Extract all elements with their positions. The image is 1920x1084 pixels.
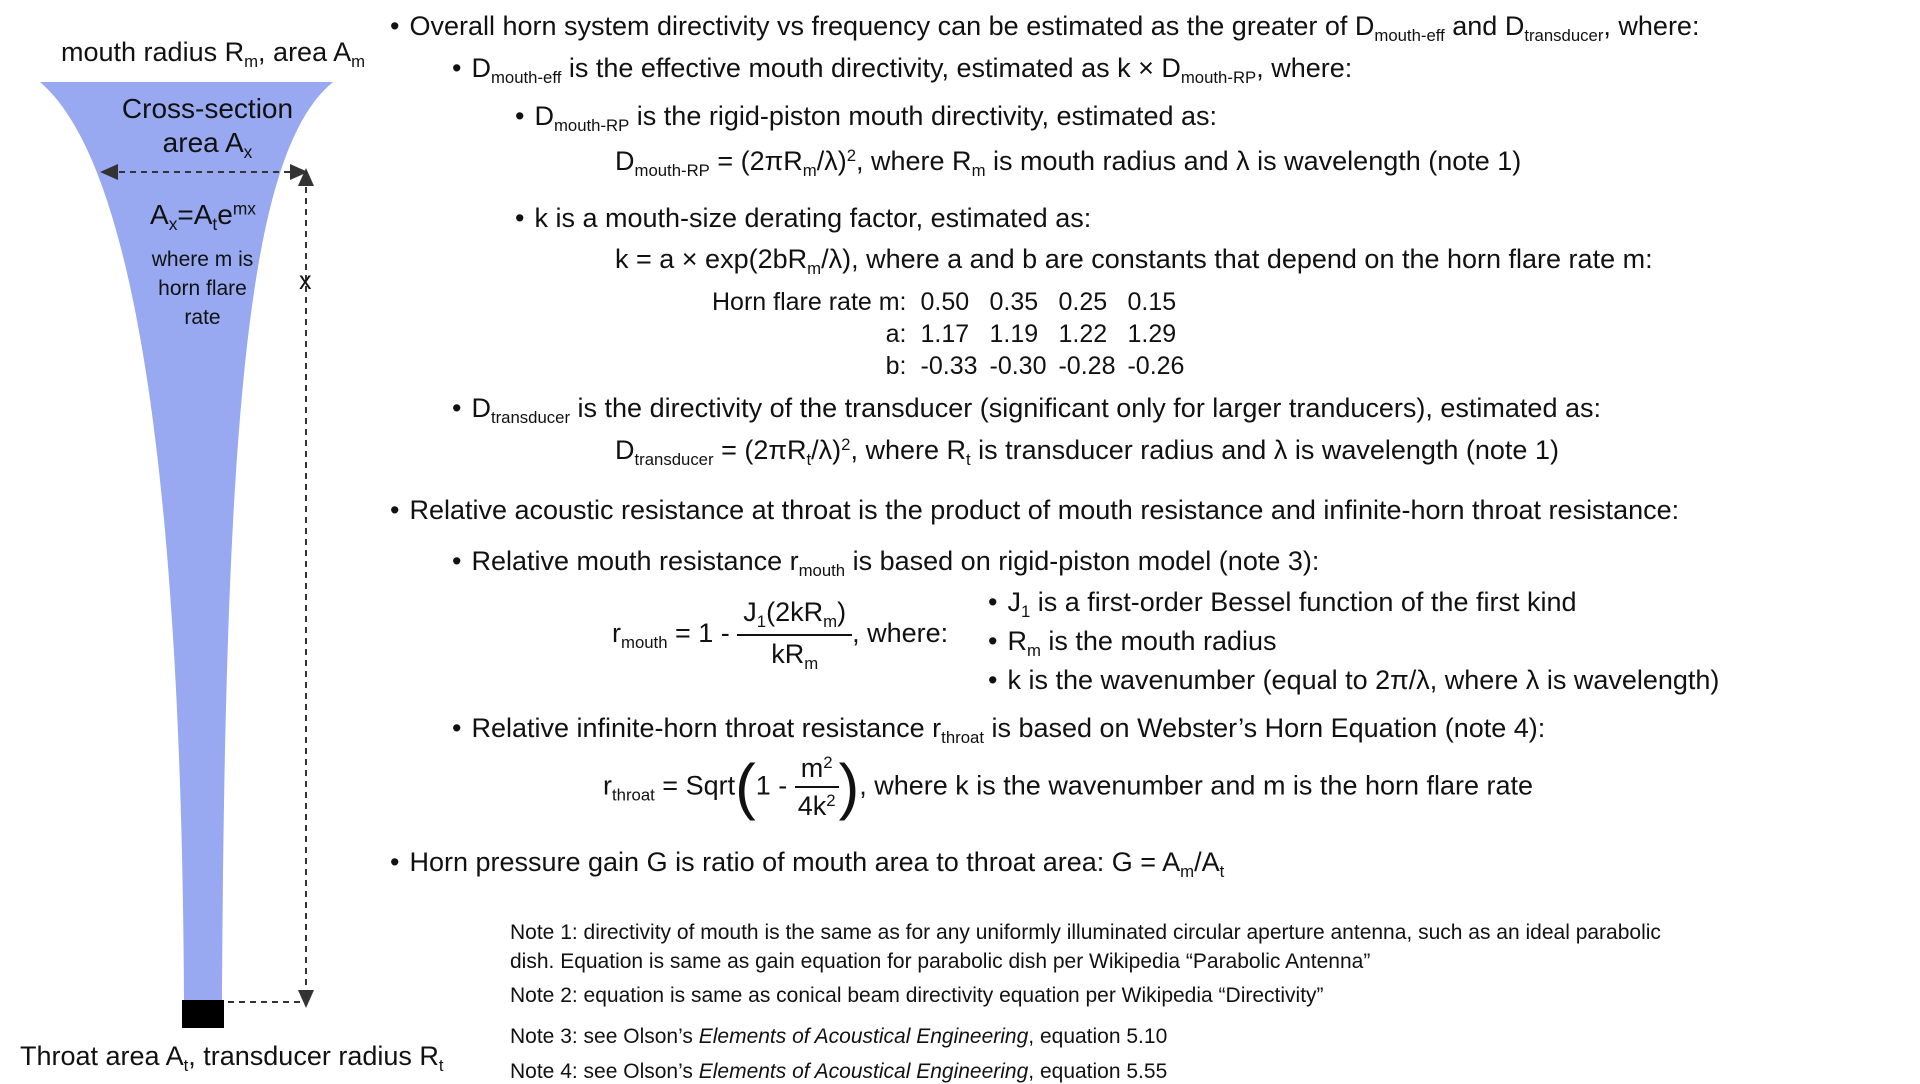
- throat-block: [182, 1000, 224, 1028]
- flare-rate-note: where m is horn flare rate: [151, 248, 254, 329]
- radius-bullet: • $R_m$ is the mouth radius: [988, 625, 1277, 661]
- mouth-label: mouth radius $R_m$, area $A_m$: [61, 37, 366, 71]
- cross-section-label: Cross-section area $A_x$: [121, 93, 294, 162]
- wavenumber-bullet: • k is the wavenumber (equal to 2π/λ, where λ is wavelength): [988, 664, 1719, 696]
- flare-row: Horn flare rate m: 0.50 0.35 0.25 0.15: [712, 288, 1177, 316]
- bullet-mouth-eff: • $D_{mouth-eff}$ is the effective mouth directivity, estimated as $k \times D_{mouth-RP}$, where:: [452, 52, 1352, 88]
- x-label: x: [299, 267, 312, 295]
- bullet-derating: • k is a mouth-size derating factor, estimated as:: [515, 202, 1091, 234]
- bullet-pressure-gain: • Horn pressure gain G is ratio of mouth area to throat area: $G = A_m/A_t$: [390, 846, 1224, 882]
- equation-mouth-resistance: $r_{mouth} = 1$ - $\frac{J_1(2kR_m)}{kR_m}$ , where:: [612, 597, 949, 673]
- bullet-mouth-resistance: • Relative mouth resistance $r_{mouth}$ is based on rigid-piston model (note 3):: [452, 545, 1319, 581]
- bullet-directivity: • Overall horn system directivity vs frequency can be estimated as the greater of $D_{mouth-eff}$ and $D_{transducer}$, where:: [390, 10, 1699, 46]
- bullet-transducer: • $D_{transducer}$ is the directivity of the transducer (significant only for larger tranducers), estimated as:: [452, 392, 1601, 428]
- throat-label: Throat area $A_t$, transducer radius $R_t$: [20, 1041, 444, 1075]
- bullet-mouth-rp: • $D_{mouth-RP}$ is the rigid-piston mouth directivity, estimated as:: [515, 100, 1217, 136]
- equation-throat-resistance: $r_{throat}$ = Sqrt(1 - $\frac{m^2}{4k^2}$ ), where k is the wavenumber and m is the horn flare rate: [603, 752, 1534, 822]
- equation-mouth-rp: $D_{mouth-RP} = (2\pi R_m/\lambda)^2$, where $R_m$ is mouth radius and λ is wavelength (note 1): [615, 145, 1522, 180]
- note-2: Note 2: equation is same as conical beam directivity equation per Wikipedia “Directivity”: [510, 984, 1324, 1007]
- note-1: Note 1: directivity of mouth is the same as for any uniformly illuminated circular aperture antenna, such as an ideal parabolic dish. Equation is same as gain equation for parabolic dish per Wikipedia “Parabolic Antenna”: [510, 921, 1661, 974]
- flare-table: [706, 286, 1190, 382]
- flare-row: b: -0.33 -0.30 -0.28 -0.26: [885, 352, 1185, 380]
- flare-row: a: 1.17 1.19 1.22 1.29: [885, 320, 1177, 348]
- equation-transducer: $D_{transducer} = (2\pi R_t/\lambda)^2$, where $R_t$ is transducer radius and λ is wavelength (note 1): [615, 434, 1559, 469]
- area-equation: $A_x=A_te^{mx}$: [150, 198, 256, 235]
- bullet-resistance: • Relative acoustic resistance at throat is the product of mouth resistance and infinite-horn throat resistance:: [390, 494, 1679, 526]
- equation-derating: $k = a \times \exp(2bR_m/\lambda)$, where a and b are constants that depend on the horn flare rate m:: [615, 244, 1653, 278]
- note-4: Note 4: see Olson’s Elements of Acoustical Engineering, equation 5.55: [510, 1060, 1168, 1083]
- bullet-throat-resistance: • Relative infinite-horn throat resistance $r_{throat}$ is based on Webster’s Horn Equation (note 4):: [452, 712, 1545, 748]
- note-3: Note 3: see Olson’s Elements of Acoustical Engineering, equation 5.10: [510, 1025, 1168, 1048]
- bessel-bullet: • $J_1$ is a first-order Bessel function of the first kind: [988, 586, 1577, 622]
